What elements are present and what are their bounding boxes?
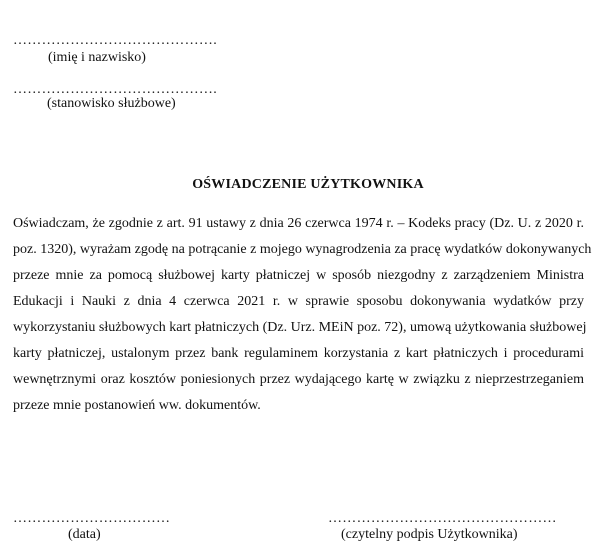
document-title: OŚWIADCZENIE UŻYTKOWNIKA [192, 177, 424, 192]
body-line: przeze mnie za pomocą służbowej karty płatniczej w sposób niezgodny z zarządzeniem Ministra [13, 268, 584, 283]
body-line: wewnętrznymi oraz kosztów poniesionych przez wydającego kartę w związku z nieprzestrzeganiem [13, 372, 584, 387]
name-caption: (imię i nazwisko) [48, 50, 146, 65]
body-line: karty płatniczej, ustalonym przez bank regulaminem korzystania z kart płatniczych i procedurami [13, 346, 584, 361]
position-caption: (stanowisko służbowe) [47, 96, 176, 111]
position-dotted-line: ……………………………………. [13, 82, 217, 97]
declaration-body [13, 211, 592, 419]
signature-dotted-line: ………………………………………… [328, 511, 557, 526]
body-line: poz. 1320), wyrażam zgodę na potrącanie z mojego wynagrodzenia za pracę wydatków dokonywanych [13, 242, 592, 257]
date-caption: (data) [68, 527, 101, 542]
body-line: Oświadczam, że zgodnie z art. 91 ustawy z dnia 26 czerwca 1974 r. – Kodeks pracy (Dz. U. z 2020 r. [13, 216, 584, 231]
body-line: przeze mnie postanowień ww. dokumentów. [13, 398, 261, 413]
date-dotted-line: …………………………… [13, 511, 171, 526]
signature-caption: (czytelny podpis Użytkownika) [341, 527, 518, 542]
body-line: wykorzystaniu służbowych kart płatniczych (Dz. Urz. MEiN poz. 72), umową użytkowania służbowej [13, 320, 587, 335]
name-dotted-line: ……………………………………. [13, 33, 217, 48]
body-line: Edukacji i Nauki z dnia 4 czerwca 2021 r. w sprawie sposobu dokonywania wydatków przy [13, 294, 584, 309]
